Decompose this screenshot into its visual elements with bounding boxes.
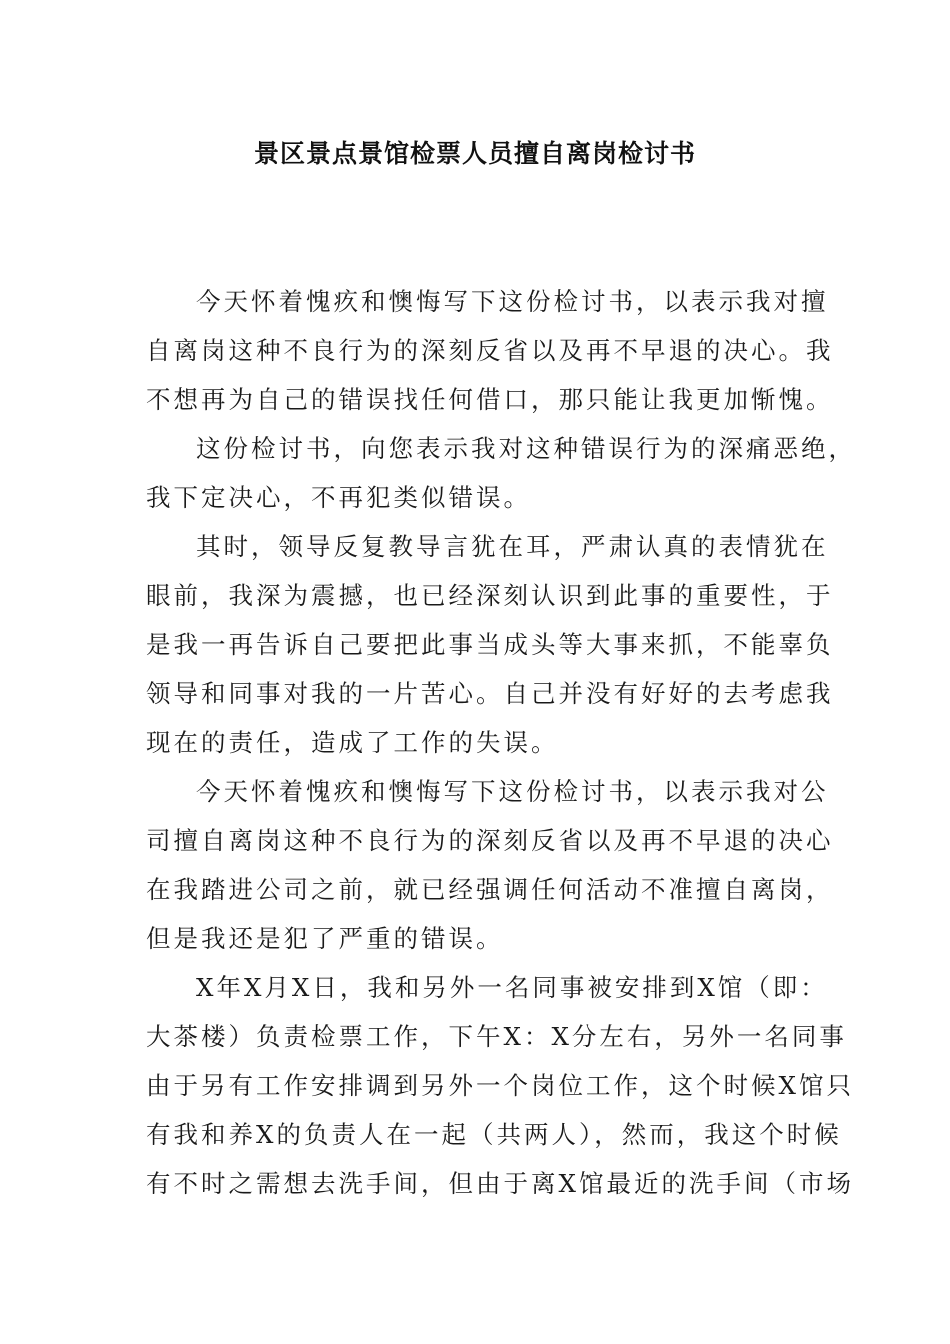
body-line: 领导和同事对我的一片苦心。自己并没有好好的去考虑我 bbox=[146, 679, 834, 708]
body-line: 有不时之需想去洗手间，但由于离X馆最近的洗手间（市场 bbox=[146, 1169, 854, 1198]
body-line: 司擅自离岗这种不良行为的深刻反省以及再不早退的决心 bbox=[146, 826, 834, 855]
body-line: X年X月X日，我和另外一名同事被安排到X馆（即： bbox=[196, 973, 828, 1002]
body-line: 今天怀着愧疚和懊悔写下这份检讨书，以表示我对公 bbox=[196, 777, 829, 806]
body-line: 眼前，我深为震撼，也已经深刻认识到此事的重要性，于 bbox=[146, 581, 834, 610]
document-body bbox=[146, 283, 856, 1214]
body-line: 在我踏进公司之前，就已经强调任何活动不准擅自离岗， bbox=[146, 875, 834, 904]
body-line: 大茶楼）负责检票工作，下午X：X分左右，另外一名同事 bbox=[146, 1022, 847, 1051]
body-line: 这份检讨书，向您表示我对这种错误行为的深痛恶绝， bbox=[196, 434, 856, 463]
body-line: 有我和养X的负责人在一起（共两人），然而，我这个时候 bbox=[146, 1120, 842, 1149]
body-line: 由于另有工作安排调到另外一个岗位工作，这个时候X馆只 bbox=[146, 1071, 854, 1100]
body-line: 我下定决心，不再犯类似错误。 bbox=[146, 483, 531, 512]
body-line: 不想再为自己的错误找任何借口，那只能让我更加惭愧。 bbox=[146, 385, 834, 414]
body-line: 自离岗这种不良行为的深刻反省以及再不早退的决心。我 bbox=[146, 336, 834, 365]
body-line: 今天怀着愧疚和懊悔写下这份检讨书，以表示我对擅 bbox=[196, 287, 829, 316]
body-line: 现在的责任，造成了工作的失误。 bbox=[146, 728, 559, 757]
document-title: 景区景点景馆检票人员擅自离岗检讨书 bbox=[253, 139, 696, 168]
body-line: 但是我还是犯了严重的错误。 bbox=[146, 924, 504, 953]
body-line: 是我一再告诉自己要把此事当成头等大事来抓，不能辜负 bbox=[146, 630, 834, 659]
body-line: 其时，领导反复教导言犹在耳，严肃认真的表情犹在 bbox=[196, 532, 829, 561]
